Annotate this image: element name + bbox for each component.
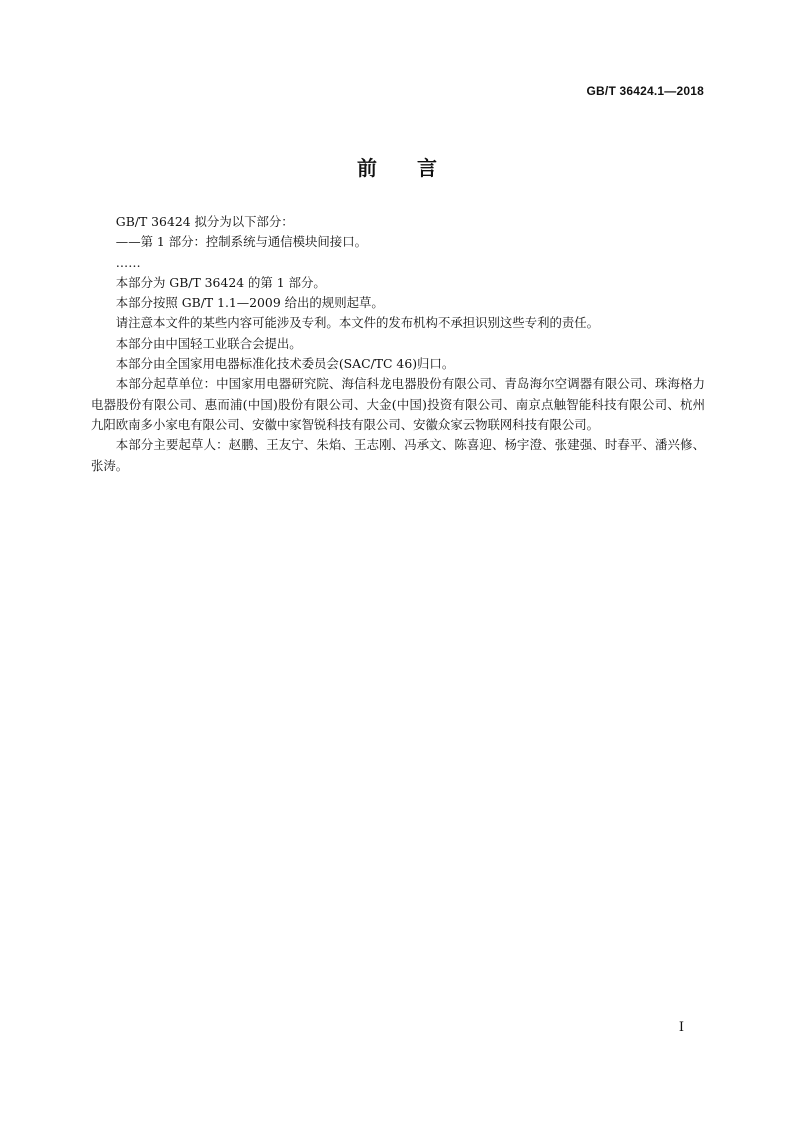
paragraph-administrator: 本部分由全国家用电器标准化技术委员会(SAC/TC 46)归口。 bbox=[115, 356, 455, 372]
paragraph-patent-notice: 请注意本文件的某些内容可能涉及专利。本文件的发布机构不承担识别这些专利的责任。 bbox=[115, 315, 600, 331]
page-title bbox=[0, 152, 794, 181]
standard-code: GB/T 36424.1—2018 bbox=[586, 84, 704, 98]
paragraph-part-1-item: ——第 1 部分：控制系统与通信模块间接口。 bbox=[115, 234, 367, 250]
page-number: I bbox=[678, 1020, 684, 1035]
paragraph-part-statement: 本部分为 GB/T 36424 的第 1 部分。 bbox=[115, 274, 326, 290]
paragraph-proposer: 本部分由中国轻工业联合会提出。 bbox=[115, 335, 302, 351]
paragraph-drafting-rules: 本部分按照 GB/T 1.1—2009 给出的规则起草。 bbox=[115, 295, 384, 311]
paragraph-parts-intro: GB/T 36424 拟分为以下部分： bbox=[115, 214, 294, 229]
paragraph-drafting-units: 本部分起草单位：中国家用电器研究院、海信科龙电器股份有限公司、青岛海尔空调器有限公司、珠海格力电器股份有限公司、惠而浦(中国)股份有限公司、大金(中国)投资有限公司、南京点触智能科技有限公司、杭州九阳欧南多小家电有限公司、安徽中家智锐科技有限公司、安徽众家云物联网科技有限公司。 bbox=[91, 376, 705, 432]
foreword-body bbox=[91, 212, 705, 476]
paragraph-drafters: 本部分主要起草人：赵鹏、王友宁、朱焰、王志刚、冯承文、陈喜迎、杨宇澄、张建强、时春平、潘兴修、张涛。 bbox=[91, 437, 705, 473]
title-char-1: 前 bbox=[357, 156, 377, 180]
paragraph-ellipsis: …… bbox=[115, 254, 141, 270]
title-char-2: 言 bbox=[417, 156, 437, 180]
